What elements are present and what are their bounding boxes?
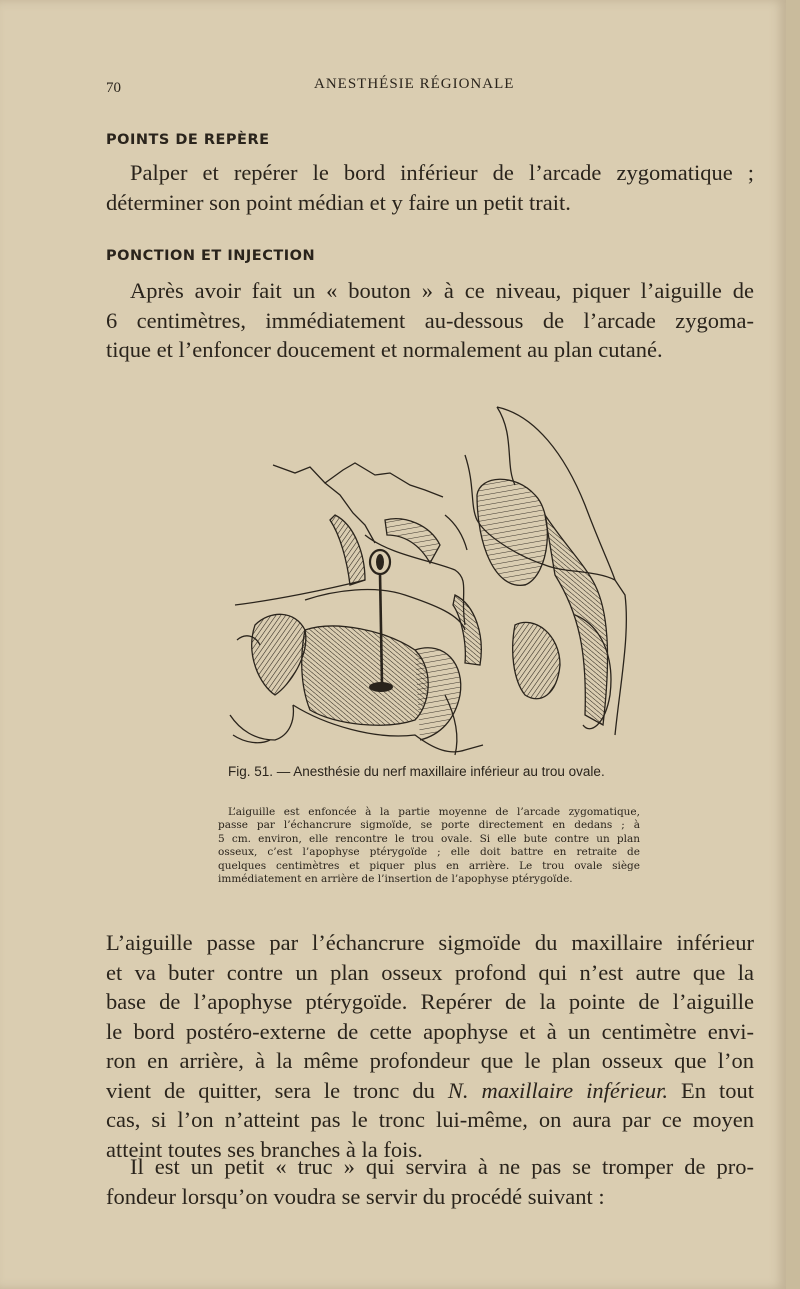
text-fragment: vient de quitter, sera le tronc du <box>106 1077 435 1103</box>
page-header <box>106 76 756 100</box>
text-line: L’aiguille passe par l’échancrure sigmoïde du maxillaire inférieur <box>106 930 754 955</box>
caption-line: passe par l’échancrure sigmoïde, se porte directement en dedans ; à <box>218 819 640 832</box>
running-title: ANESTHÉSIE RÉGIONALE <box>314 76 515 92</box>
paragraph-aiguille <box>106 928 754 1164</box>
page-edge <box>786 0 800 1289</box>
text-line: base de l’apophyse ptérygoïde. Repérer de la pointe de l’aiguille <box>106 989 754 1014</box>
text-line: ron en arrière, à la même profondeur que le plan osseux que l’on <box>106 1048 754 1073</box>
text-line <box>106 1076 754 1106</box>
caption-line: immédiatement en arrière de l’insertion de l’apophyse ptérygoïde. <box>218 873 573 886</box>
figure-skull-engraving <box>215 395 645 765</box>
text-line: tique et l’enfoncer doucement et normalement au plan cutané. <box>106 337 663 362</box>
text-line: 6 centimètres, immédiatement au-dessous de l’arcade zygoma- <box>106 307 754 333</box>
caption-line: osseux, c’est l’apophyse ptérygoïde ; elle doit battre en retraite de <box>218 846 640 859</box>
caption-line: L’aiguille est enfoncée à la partie moyenne de l’arcade zygomatique, <box>228 806 640 818</box>
paragraph-truc <box>106 1152 754 1211</box>
page-number: 70 <box>106 80 121 96</box>
text-line: Palper et repérer le bord inférieur de l’arcade zygomatique ; <box>130 160 754 185</box>
figure-caption-title: Fig. 51. — Anesthésie du nerf maxillaire inférieur au trou ovale. <box>228 764 605 779</box>
paragraph-points-de-repere <box>106 158 754 217</box>
skull-illustration <box>215 395 645 765</box>
nerve-name-italic: N. maxillaire inférieur. <box>447 1077 669 1103</box>
text-line: atteint toutes ses branches à la fois. <box>106 1136 423 1162</box>
caption-line: quelques centimètres et piquer plus en arrière. Le trou ovale siège <box>218 859 640 872</box>
figure-caption-body <box>218 806 640 886</box>
section-heading-points-de-repere: POINTS DE REPÈRE <box>106 132 270 148</box>
text-line: Après avoir fait un « bouton » à ce niveau, piquer l’aiguille de <box>130 278 754 303</box>
text-line: cas, si l’on n’atteint pas le tronc lui-même, on aura par ce moyen <box>106 1107 754 1132</box>
text-line: Il est un petit « truc » qui servira à ne pas se tromper de pro- <box>130 1154 754 1179</box>
text-line: le bord postéro-externe de cette apophyse et à un centimètre envi- <box>106 1018 754 1044</box>
caption-line: 5 cm. environ, elle rencontre le trou ovale. Si elle bute contre un plan <box>218 832 640 845</box>
text-fragment: En tout <box>668 1077 755 1103</box>
section-heading-ponction: PONCTION ET INJECTION <box>106 248 316 264</box>
text-line: et va buter contre un plan osseux profond qui n’est autre que la <box>106 959 754 985</box>
text-line: déterminer son point médian et y faire un petit trait. <box>106 189 571 215</box>
text-line: fondeur lorsqu’on voudra se servir du procédé suivant : <box>106 1183 605 1209</box>
paragraph-ponction <box>106 276 754 365</box>
